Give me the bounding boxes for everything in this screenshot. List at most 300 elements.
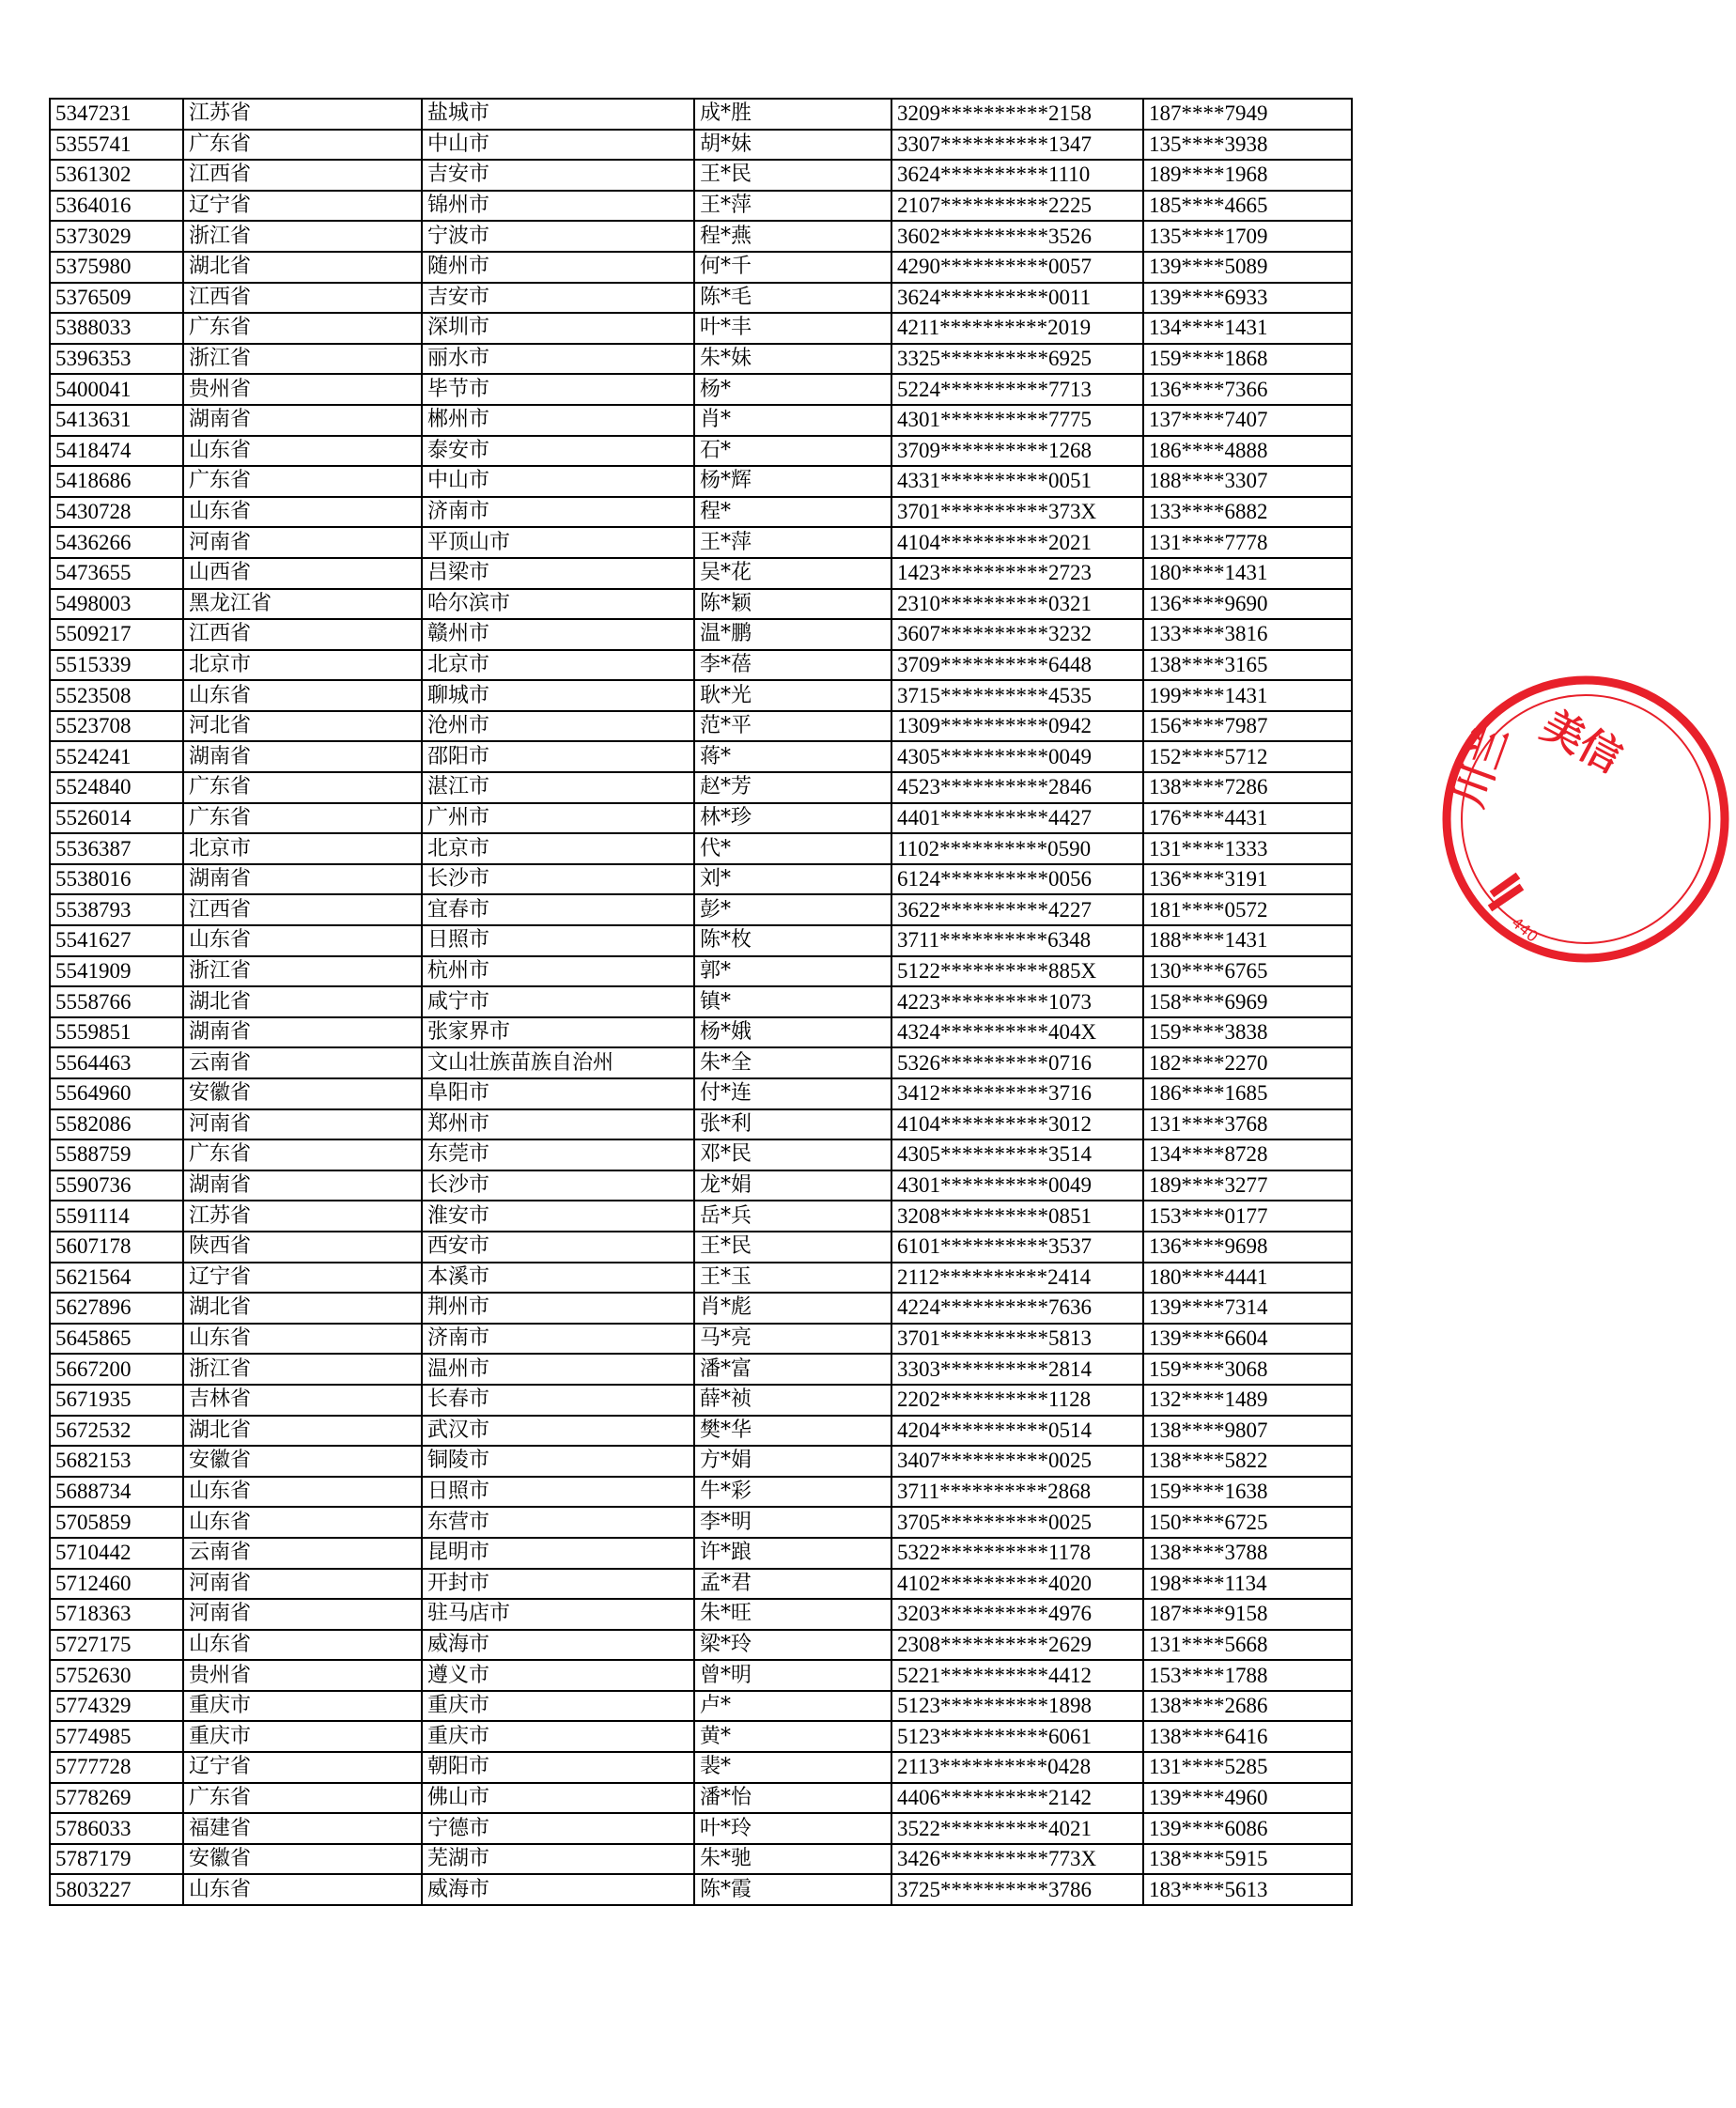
cell-idcard: 4224**********7636	[891, 1293, 1143, 1324]
cell-province: 湖北省	[183, 252, 422, 283]
cell-city: 济南市	[422, 1324, 694, 1355]
table-row	[50, 1201, 1352, 1232]
table-row	[50, 680, 1352, 711]
cell-city: 随州市	[422, 252, 694, 283]
cell-name: 梁*玲	[694, 1630, 891, 1661]
cell-city: 昆明市	[422, 1538, 694, 1569]
table-row	[50, 374, 1352, 405]
cell-name: 王*萍	[694, 191, 891, 222]
cell-city: 邵阳市	[422, 741, 694, 772]
cell-name: 胡*妹	[694, 130, 891, 161]
cell-phone: 138****3165	[1143, 650, 1352, 681]
table-row	[50, 160, 1352, 191]
cell-phone: 138****3788	[1143, 1538, 1352, 1569]
cell-city: 东营市	[422, 1507, 694, 1538]
cell-city: 温州市	[422, 1354, 694, 1385]
cell-province: 江西省	[183, 894, 422, 925]
cell-province: 辽宁省	[183, 1263, 422, 1294]
cell-province: 重庆市	[183, 1721, 422, 1752]
cell-idcard: 4305**********3514	[891, 1139, 1143, 1170]
cell-phone: 135****1709	[1143, 221, 1352, 252]
cell-name: 叶*玲	[694, 1813, 891, 1844]
cell-phone: 138****2686	[1143, 1691, 1352, 1722]
cell-province: 湖北省	[183, 986, 422, 1017]
cell-province: 广东省	[183, 1783, 422, 1814]
cell-name: 李*蓓	[694, 650, 891, 681]
cell-province: 重庆市	[183, 1691, 422, 1722]
cell-name: 裴*	[694, 1752, 891, 1783]
cell-idcard: 4523**********2846	[891, 772, 1143, 803]
cell-phone: 139****6086	[1143, 1813, 1352, 1844]
cell-idcard: 4406**********2142	[891, 1783, 1143, 1814]
cell-name: 何*千	[694, 252, 891, 283]
table-row	[50, 1660, 1352, 1691]
table-row	[50, 1109, 1352, 1140]
cell-idcard: 3209**********2158	[891, 99, 1143, 130]
table-row	[50, 956, 1352, 987]
cell-province: 安徽省	[183, 1446, 422, 1477]
cell-idcard: 3701**********5813	[891, 1324, 1143, 1355]
cell-phone: 180****4441	[1143, 1263, 1352, 1294]
cell-id: 5400041	[50, 374, 183, 405]
table-row	[50, 191, 1352, 222]
cell-idcard: 1102**********0590	[891, 833, 1143, 864]
cell-phone: 189****1968	[1143, 160, 1352, 191]
cell-province: 福建省	[183, 1813, 422, 1844]
cell-phone: 138****7286	[1143, 772, 1352, 803]
cell-idcard: 4211**********2019	[891, 313, 1143, 344]
cell-id: 5375980	[50, 252, 183, 283]
table-row	[50, 497, 1352, 528]
table-row	[50, 1630, 1352, 1661]
cell-name: 陈*霞	[694, 1874, 891, 1905]
cell-phone: 131****1333	[1143, 833, 1352, 864]
seal-left-text: 川兰	[1445, 719, 1519, 814]
cell-province: 贵州省	[183, 374, 422, 405]
cell-idcard: 4305**********0049	[891, 741, 1143, 772]
cell-id: 5712460	[50, 1569, 183, 1600]
table-row	[50, 894, 1352, 925]
cell-idcard: 2202**********1128	[891, 1385, 1143, 1416]
cell-name: 蒋*	[694, 741, 891, 772]
cell-name: 王*民	[694, 160, 891, 191]
cell-city: 杭州市	[422, 956, 694, 987]
cell-province: 山东省	[183, 497, 422, 528]
cell-idcard: 4331**********0051	[891, 466, 1143, 497]
cell-phone: 159****3838	[1143, 1017, 1352, 1048]
cell-id: 5396353	[50, 344, 183, 375]
cell-name: 叶*丰	[694, 313, 891, 344]
cell-name: 吴*花	[694, 558, 891, 589]
cell-idcard: 3325**********6925	[891, 344, 1143, 375]
cell-phone: 134****1431	[1143, 313, 1352, 344]
cell-phone: 198****1134	[1143, 1569, 1352, 1600]
cell-province: 山东省	[183, 680, 422, 711]
cell-name: 肖*彪	[694, 1293, 891, 1324]
cell-idcard: 2113**********0428	[891, 1752, 1143, 1783]
cell-phone: 131****7778	[1143, 527, 1352, 558]
cell-province: 山西省	[183, 558, 422, 589]
cell-province: 江苏省	[183, 1201, 422, 1232]
cell-idcard: 3705**********0025	[891, 1507, 1143, 1538]
cell-phone: 136****7366	[1143, 374, 1352, 405]
table-row	[50, 1599, 1352, 1630]
cell-phone: 181****0572	[1143, 894, 1352, 925]
table-row	[50, 221, 1352, 252]
cell-phone: 182****2270	[1143, 1047, 1352, 1078]
cell-city: 盐城市	[422, 99, 694, 130]
cell-province: 湖南省	[183, 1017, 422, 1048]
cell-name: 马*亮	[694, 1324, 891, 1355]
cell-id: 5667200	[50, 1354, 183, 1385]
cell-phone: 138****5822	[1143, 1446, 1352, 1477]
cell-city: 宁波市	[422, 221, 694, 252]
cell-name: 成*胜	[694, 99, 891, 130]
cell-id: 5436266	[50, 527, 183, 558]
cell-province: 浙江省	[183, 344, 422, 375]
cell-idcard: 3715**********4535	[891, 680, 1143, 711]
table-row	[50, 1691, 1352, 1722]
table-row	[50, 986, 1352, 1017]
cell-idcard: 4301**********7775	[891, 405, 1143, 436]
cell-city: 东莞市	[422, 1139, 694, 1170]
cell-idcard: 3208**********0851	[891, 1201, 1143, 1232]
cell-phone: 187****7949	[1143, 99, 1352, 130]
cell-idcard: 3602**********3526	[891, 221, 1143, 252]
cell-city: 阜阳市	[422, 1078, 694, 1109]
cell-province: 河南省	[183, 1599, 422, 1630]
cell-phone: 186****1685	[1143, 1078, 1352, 1109]
cell-idcard: 4290**********0057	[891, 252, 1143, 283]
cell-name: 陈*毛	[694, 283, 891, 314]
table-row	[50, 313, 1352, 344]
cell-province: 安徽省	[183, 1078, 422, 1109]
cell-idcard: 3701**********373X	[891, 497, 1143, 528]
cell-city: 文山壮族苗族自治州	[422, 1047, 694, 1078]
cell-id: 5672532	[50, 1416, 183, 1447]
cell-idcard: 5122**********885X	[891, 956, 1143, 987]
table-row	[50, 864, 1352, 895]
cell-city: 芜湖市	[422, 1844, 694, 1875]
cell-phone: 135****3938	[1143, 130, 1352, 161]
cell-city: 西安市	[422, 1232, 694, 1263]
table-row	[50, 558, 1352, 589]
cell-idcard: 5221**********4412	[891, 1660, 1143, 1691]
cell-idcard: 4324**********404X	[891, 1017, 1143, 1048]
cell-phone: 159****3068	[1143, 1354, 1352, 1385]
cell-id: 5752630	[50, 1660, 183, 1691]
cell-id: 5430728	[50, 497, 183, 528]
cell-id: 5418474	[50, 436, 183, 467]
cell-idcard: 3307**********1347	[891, 130, 1143, 161]
cell-city: 广州市	[422, 803, 694, 834]
cell-province: 山东省	[183, 1630, 422, 1661]
cell-id: 5347231	[50, 99, 183, 130]
cell-name: 方*娟	[694, 1446, 891, 1477]
cell-id: 5705859	[50, 1507, 183, 1538]
cell-idcard: 3622**********4227	[891, 894, 1143, 925]
cell-city: 重庆市	[422, 1691, 694, 1722]
cell-name: 许*踉	[694, 1538, 891, 1569]
cell-id: 5588759	[50, 1139, 183, 1170]
cell-id: 5524241	[50, 741, 183, 772]
cell-id: 5418686	[50, 466, 183, 497]
cell-province: 河南省	[183, 527, 422, 558]
cell-province: 浙江省	[183, 221, 422, 252]
cell-id: 5355741	[50, 130, 183, 161]
cell-idcard: 4401**********4427	[891, 803, 1143, 834]
cell-idcard: 3725**********3786	[891, 1874, 1143, 1905]
cell-id: 5509217	[50, 619, 183, 650]
cell-id: 5688734	[50, 1477, 183, 1508]
table-row	[50, 925, 1352, 956]
cell-phone: 133****6882	[1143, 497, 1352, 528]
cell-id: 5621564	[50, 1263, 183, 1294]
cell-name: 曾*明	[694, 1660, 891, 1691]
cell-province: 广东省	[183, 130, 422, 161]
cell-province: 江苏省	[183, 99, 422, 130]
table-row	[50, 1721, 1352, 1752]
cell-phone: 152****5712	[1143, 741, 1352, 772]
cell-idcard: 3607**********3232	[891, 619, 1143, 650]
cell-province: 辽宁省	[183, 191, 422, 222]
cell-name: 朱*全	[694, 1047, 891, 1078]
cell-province: 湖南省	[183, 405, 422, 436]
cell-phone: 153****1788	[1143, 1660, 1352, 1691]
cell-city: 宁德市	[422, 1813, 694, 1844]
cell-province: 河南省	[183, 1569, 422, 1600]
table-row	[50, 1139, 1352, 1170]
cell-id: 5786033	[50, 1813, 183, 1844]
cell-city: 丽水市	[422, 344, 694, 375]
cell-phone: 139****5089	[1143, 252, 1352, 283]
cell-idcard: 1309**********0942	[891, 711, 1143, 742]
records-table-body	[50, 99, 1352, 1905]
cell-id: 5523508	[50, 680, 183, 711]
cell-province: 湖南省	[183, 741, 422, 772]
cell-province: 湖北省	[183, 1416, 422, 1447]
cell-city: 济南市	[422, 497, 694, 528]
cell-name: 肖*	[694, 405, 891, 436]
cell-province: 山东省	[183, 1324, 422, 1355]
cell-city: 遵义市	[422, 1660, 694, 1691]
cell-city: 郑州市	[422, 1109, 694, 1140]
cell-phone: 150****6725	[1143, 1507, 1352, 1538]
cell-province: 湖南省	[183, 864, 422, 895]
cell-city: 开封市	[422, 1569, 694, 1600]
cell-phone: 183****5613	[1143, 1874, 1352, 1905]
table-row	[50, 527, 1352, 558]
table-row	[50, 1569, 1352, 1600]
cell-idcard: 3624**********1110	[891, 160, 1143, 191]
cell-city: 深圳市	[422, 313, 694, 344]
cell-name: 耿*光	[694, 680, 891, 711]
cell-city: 北京市	[422, 833, 694, 864]
cell-province: 云南省	[183, 1047, 422, 1078]
table-row	[50, 619, 1352, 650]
cell-id: 5473655	[50, 558, 183, 589]
cell-city: 哈尔滨市	[422, 589, 694, 620]
cell-city: 湛江市	[422, 772, 694, 803]
cell-city: 日照市	[422, 925, 694, 956]
cell-name: 黄*	[694, 1721, 891, 1752]
table-row	[50, 1078, 1352, 1109]
table-row	[50, 1477, 1352, 1508]
table-row	[50, 436, 1352, 467]
cell-phone: 189****3277	[1143, 1170, 1352, 1201]
cell-name: 牛*彩	[694, 1477, 891, 1508]
cell-city: 郴州市	[422, 405, 694, 436]
cell-phone: 158****6969	[1143, 986, 1352, 1017]
cell-phone: 132****1489	[1143, 1385, 1352, 1416]
cell-city: 淮安市	[422, 1201, 694, 1232]
cell-idcard: 3203**********4976	[891, 1599, 1143, 1630]
cell-idcard: 4223**********1073	[891, 986, 1143, 1017]
cell-province: 广东省	[183, 466, 422, 497]
cell-province: 浙江省	[183, 956, 422, 987]
table-row	[50, 1538, 1352, 1569]
cell-id: 5582086	[50, 1109, 183, 1140]
cell-id: 5591114	[50, 1201, 183, 1232]
cell-id: 5498003	[50, 589, 183, 620]
cell-name: 代*	[694, 833, 891, 864]
cell-phone: 153****0177	[1143, 1201, 1352, 1232]
cell-id: 5682153	[50, 1446, 183, 1477]
cell-city: 长春市	[422, 1385, 694, 1416]
cell-phone: 136****9690	[1143, 589, 1352, 620]
cell-name: 王*民	[694, 1232, 891, 1263]
table-row	[50, 1507, 1352, 1538]
cell-id: 5526014	[50, 803, 183, 834]
cell-id: 5774985	[50, 1721, 183, 1752]
cell-name: 温*鹏	[694, 619, 891, 650]
cell-city: 泰安市	[422, 436, 694, 467]
cell-city: 吉安市	[422, 160, 694, 191]
cell-phone: 138****9807	[1143, 1416, 1352, 1447]
table-row	[50, 466, 1352, 497]
cell-city: 毕节市	[422, 374, 694, 405]
table-row	[50, 1232, 1352, 1263]
cell-phone: 199****1431	[1143, 680, 1352, 711]
cell-idcard: 3711**********6348	[891, 925, 1143, 956]
cell-idcard: 3711**********2868	[891, 1477, 1143, 1508]
cell-province: 贵州省	[183, 1660, 422, 1691]
cell-phone: 188****1431	[1143, 925, 1352, 956]
cell-phone: 130****6765	[1143, 956, 1352, 987]
cell-idcard: 2112**********2414	[891, 1263, 1143, 1294]
cell-province: 江西省	[183, 283, 422, 314]
cell-name: 薛*祯	[694, 1385, 891, 1416]
table-row	[50, 252, 1352, 283]
cell-city: 朝阳市	[422, 1752, 694, 1783]
table-row	[50, 1752, 1352, 1783]
cell-province: 山东省	[183, 1477, 422, 1508]
cell-phone: 180****1431	[1143, 558, 1352, 589]
cell-name: 陈*颖	[694, 589, 891, 620]
cell-name: 付*连	[694, 1078, 891, 1109]
red-seal-stamp	[1435, 669, 1736, 969]
cell-phone: 159****1638	[1143, 1477, 1352, 1508]
cell-name: 镇*	[694, 986, 891, 1017]
cell-city: 本溪市	[422, 1263, 694, 1294]
cell-id: 5373029	[50, 221, 183, 252]
cell-name: 岳*兵	[694, 1201, 891, 1232]
cell-province: 安徽省	[183, 1844, 422, 1875]
cell-name: 石*	[694, 436, 891, 467]
cell-city: 吕梁市	[422, 558, 694, 589]
cell-id: 5536387	[50, 833, 183, 864]
table-row	[50, 344, 1352, 375]
cell-phone: 131****5668	[1143, 1630, 1352, 1661]
table-row	[50, 772, 1352, 803]
cell-phone: 188****3307	[1143, 466, 1352, 497]
cell-city: 驻马店市	[422, 1599, 694, 1630]
cell-city: 沧州市	[422, 711, 694, 742]
cell-city: 佛山市	[422, 1783, 694, 1814]
cell-idcard: 3624**********0011	[891, 283, 1143, 314]
cell-id: 5558766	[50, 986, 183, 1017]
cell-idcard: 3303**********2814	[891, 1354, 1143, 1385]
cell-name: 朱*驰	[694, 1844, 891, 1875]
seal-top-text: 美信	[1533, 701, 1630, 783]
cell-idcard: 4104**********2021	[891, 527, 1143, 558]
cell-province: 河北省	[183, 711, 422, 742]
cell-idcard: 4102**********4020	[891, 1569, 1143, 1600]
cell-city: 重庆市	[422, 1721, 694, 1752]
cell-id: 5541627	[50, 925, 183, 956]
cell-name: 潘*富	[694, 1354, 891, 1385]
cell-name: 龙*娟	[694, 1170, 891, 1201]
records-table	[49, 98, 1353, 1906]
cell-id: 5777728	[50, 1752, 183, 1783]
cell-phone: 131****5285	[1143, 1752, 1352, 1783]
cell-province: 山东省	[183, 925, 422, 956]
cell-name: 程*燕	[694, 221, 891, 252]
table-row	[50, 711, 1352, 742]
table-row	[50, 1416, 1352, 1447]
cell-city: 长沙市	[422, 1170, 694, 1201]
cell-city: 张家界市	[422, 1017, 694, 1048]
table-row	[50, 1170, 1352, 1201]
cell-city: 吉安市	[422, 283, 694, 314]
table-row	[50, 99, 1352, 130]
cell-id: 5718363	[50, 1599, 183, 1630]
cell-idcard: 3407**********0025	[891, 1446, 1143, 1477]
cell-id: 5645865	[50, 1324, 183, 1355]
table-row	[50, 1874, 1352, 1905]
cell-phone: 139****6933	[1143, 283, 1352, 314]
seal-left-mark	[1490, 876, 1522, 908]
cell-name: 刘*	[694, 864, 891, 895]
cell-name: 潘*怡	[694, 1783, 891, 1814]
cell-idcard: 5123**********6061	[891, 1721, 1143, 1752]
table-row	[50, 405, 1352, 436]
cell-id: 5361302	[50, 160, 183, 191]
cell-phone: 131****3768	[1143, 1109, 1352, 1140]
cell-phone: 136****9698	[1143, 1232, 1352, 1263]
cell-id: 5515339	[50, 650, 183, 681]
table-row	[50, 741, 1352, 772]
cell-id: 5564960	[50, 1078, 183, 1109]
cell-city: 赣州市	[422, 619, 694, 650]
cell-idcard: 4204**********0514	[891, 1416, 1143, 1447]
cell-name: 李*明	[694, 1507, 891, 1538]
cell-phone: 139****7314	[1143, 1293, 1352, 1324]
cell-idcard: 1423**********2723	[891, 558, 1143, 589]
cell-phone: 138****5915	[1143, 1844, 1352, 1875]
table-row	[50, 1293, 1352, 1324]
cell-id: 5590736	[50, 1170, 183, 1201]
